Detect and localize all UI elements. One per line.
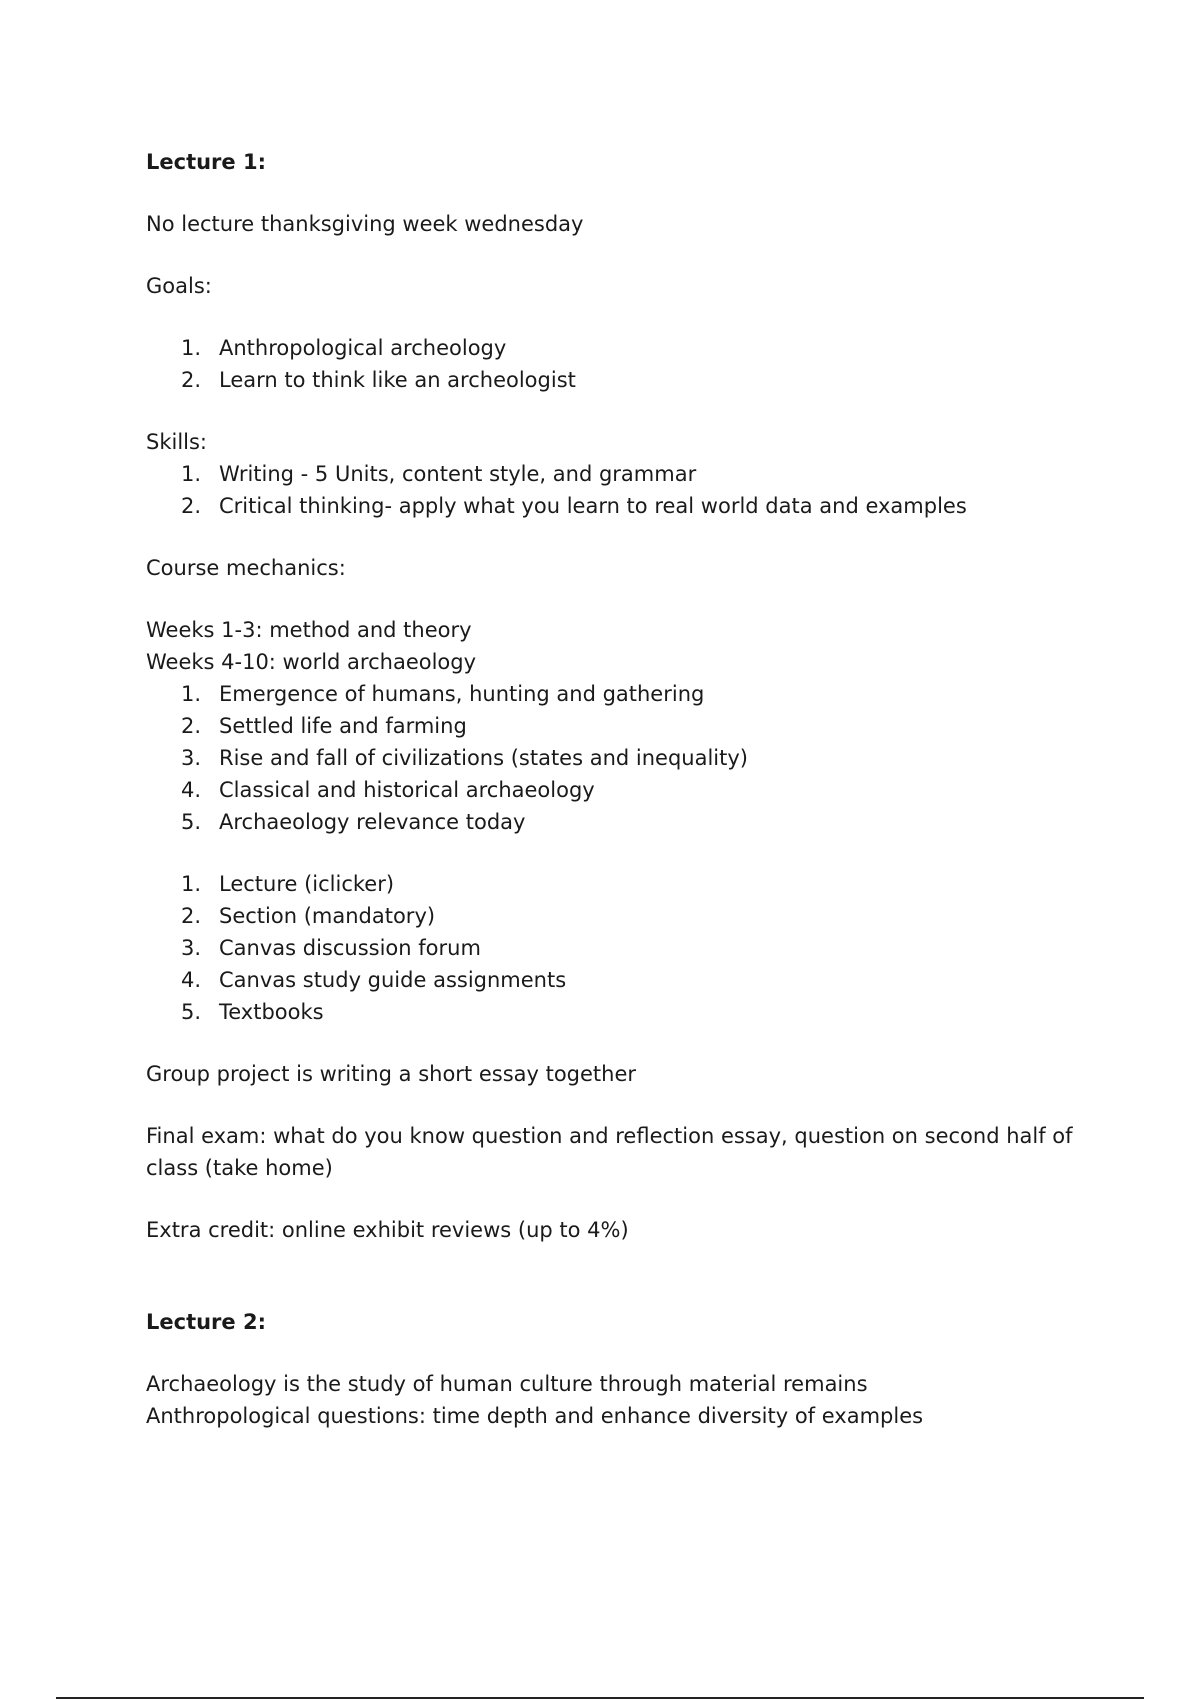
components-list — [146, 868, 1106, 1028]
list-text: Anthropological archeology — [219, 336, 507, 360]
final-exam-line-1: Final exam: what do you know question and reflection essay, question on second half of — [146, 1124, 1073, 1148]
weeks-1-3: Weeks 1-3: method and theory — [146, 618, 472, 642]
list-number: 3. — [181, 746, 202, 770]
list-text: Critical thinking- apply what you learn to real world data and examples — [219, 494, 967, 518]
list-number: 5. — [181, 810, 202, 834]
list-item — [146, 458, 1106, 490]
list-number: 1. — [181, 682, 202, 706]
list-number: 4. — [181, 968, 202, 992]
list-number: 3. — [181, 936, 202, 960]
list-number: 2. — [181, 494, 202, 518]
list-item — [146, 742, 1106, 774]
list-text: Rise and fall of civilizations (states and inequality) — [219, 746, 748, 770]
list-text: Lecture (iclicker) — [219, 872, 395, 896]
list-number: 2. — [181, 904, 202, 928]
lecture2-line-2: Anthropological questions: time depth and enhance diversity of examples — [146, 1404, 924, 1428]
list-text: Section (mandatory) — [219, 904, 436, 928]
list-text: Learn to think like an archeologist — [219, 368, 576, 392]
list-item — [146, 490, 1106, 522]
list-text: Writing - 5 Units, content style, and grammar — [219, 462, 697, 486]
list-item — [146, 932, 1106, 964]
list-number: 2. — [181, 714, 202, 738]
list-text: Textbooks — [219, 1000, 324, 1024]
list-item — [146, 996, 1106, 1028]
lecture1-heading: Lecture 1: — [146, 150, 266, 174]
skills-label: Skills: — [146, 430, 208, 454]
list-number: 1. — [181, 462, 202, 486]
document-body — [146, 146, 1106, 1432]
list-number: 2. — [181, 368, 202, 392]
list-item — [146, 364, 1106, 396]
group-project: Group project is writing a short essay together — [146, 1062, 637, 1086]
list-number: 5. — [181, 1000, 202, 1024]
list-text: Emergence of humans, hunting and gathering — [219, 682, 705, 706]
list-item — [146, 806, 1106, 838]
goals-label: Goals: — [146, 274, 212, 298]
list-text: Archaeology relevance today — [219, 810, 526, 834]
footer-rule — [56, 1697, 1144, 1699]
list-text: Settled life and farming — [219, 714, 467, 738]
goals-list — [146, 332, 1106, 396]
list-text: Canvas discussion forum — [219, 936, 481, 960]
lecture2-line-1: Archaeology is the study of human culture through material remains — [146, 1372, 868, 1396]
final-exam-line-2: class (take home) — [146, 1156, 333, 1180]
list-text: Classical and historical archaeology — [219, 778, 595, 802]
skills-list — [146, 458, 1106, 522]
list-item — [146, 774, 1106, 806]
list-item — [146, 710, 1106, 742]
list-item — [146, 964, 1106, 996]
list-item — [146, 900, 1106, 932]
list-number: 1. — [181, 336, 202, 360]
list-number: 4. — [181, 778, 202, 802]
list-item — [146, 332, 1106, 364]
extra-credit: Extra credit: online exhibit reviews (up to 4%) — [146, 1218, 629, 1242]
mechanics-label: Course mechanics: — [146, 556, 346, 580]
topics-list — [146, 678, 1106, 838]
weeks-4-10: Weeks 4-10: world archaeology — [146, 650, 477, 674]
list-item — [146, 868, 1106, 900]
list-number: 1. — [181, 872, 202, 896]
lecture2-heading: Lecture 2: — [146, 1310, 266, 1334]
lecture1-note: No lecture thanksgiving week wednesday — [146, 212, 584, 236]
list-text: Canvas study guide assignments — [219, 968, 567, 992]
list-item — [146, 678, 1106, 710]
